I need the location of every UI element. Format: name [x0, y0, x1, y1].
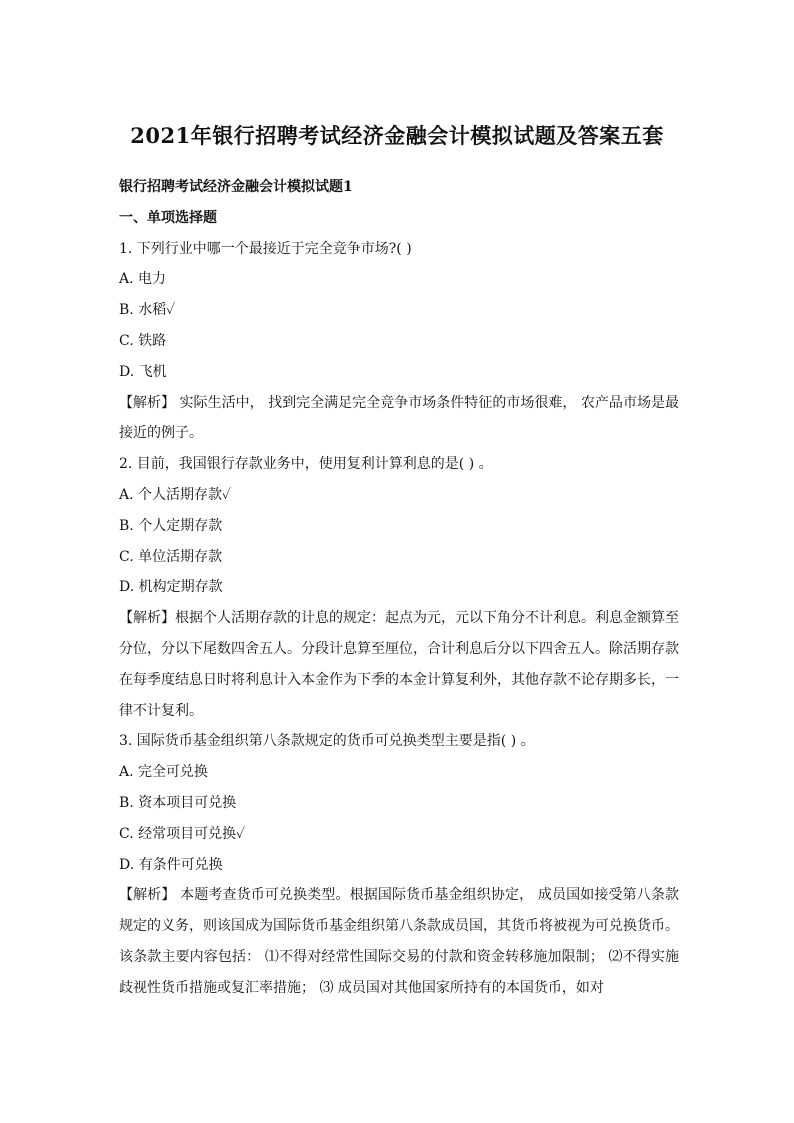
q3-option-d: D. 有条件可兑换 — [119, 856, 223, 873]
q1-option-b: B. 水稻✓ — [119, 302, 176, 319]
q1-analysis: 【解析】 实际生活中， 找到完全满足完全竞争市场条件特征的市场很难， 农产品市场是最接近的例子。 — [119, 394, 679, 442]
q3-option-b: B. 资本项目可兑换 — [119, 794, 237, 811]
q1-option-c: C. 铁路 — [119, 332, 167, 349]
document-body — [119, 172, 679, 1004]
q2-option-a: A. 个人活期存款✓ — [119, 486, 232, 503]
q1-option-a: A. 电力 — [119, 271, 167, 288]
question-1: 1. 下列行业中哪一个最接近于完全竞争市场?( ) — [119, 240, 412, 257]
q3-option-a: A. 完全可兑换 — [119, 764, 209, 781]
question-2: 2. 目前，我国银行存款业务中，使用复利计算利息的是( ) 。 — [119, 456, 493, 473]
document-title: 2021年银行招聘考试经济金融会计模拟试题及答案五套 — [130, 123, 664, 148]
q2-option-c: C. 单位活期存款 — [119, 548, 223, 565]
q2-option-d: D. 机构定期存款 — [119, 579, 223, 596]
q2-analysis: 【解析】根据个人活期存款的计息的规定：起点为元，元以下角分不计利息。利息金额算至分位，分以下尾数四舍五人。分段计息算至厘位，合计利息后分以下四舍五人。除活期存款在每季度结息日时将利息计入本金作为下季的本金计算复利外，其他存款不论存期多长，一律不计复利。 — [119, 610, 679, 719]
section-heading: 一、单项选择题 — [119, 209, 217, 226]
q3-option-c: C. 经常项目可兑换✓ — [119, 825, 246, 842]
q2-option-b: B. 个人定期存款 — [119, 517, 223, 534]
q1-option-d: D. 飞机 — [119, 363, 167, 380]
q3-analysis: 【解析】 本题考查货币可兑换类型。根据国际货币基金组织协定， 成员国如接受第八条款规定的义务，则该国成为国际货币基金组织第八条款成员国，其货币将被视为可兑换货币。该条款主要内容包括： ⑴不得对经常性国际交易的付款和资金转移施加限制； ⑵不得实施歧视性货币措施或复汇率措施； ⑶ 成员国对其他国家所持有的本国货币，如对 — [119, 887, 679, 996]
question-3: 3. 国际货币基金组织第八条款规定的货币可兑换类型主要是指( ) 。 — [119, 733, 535, 750]
exam-subtitle: 银行招聘考试经济金融会计模拟试题1 — [119, 179, 353, 195]
